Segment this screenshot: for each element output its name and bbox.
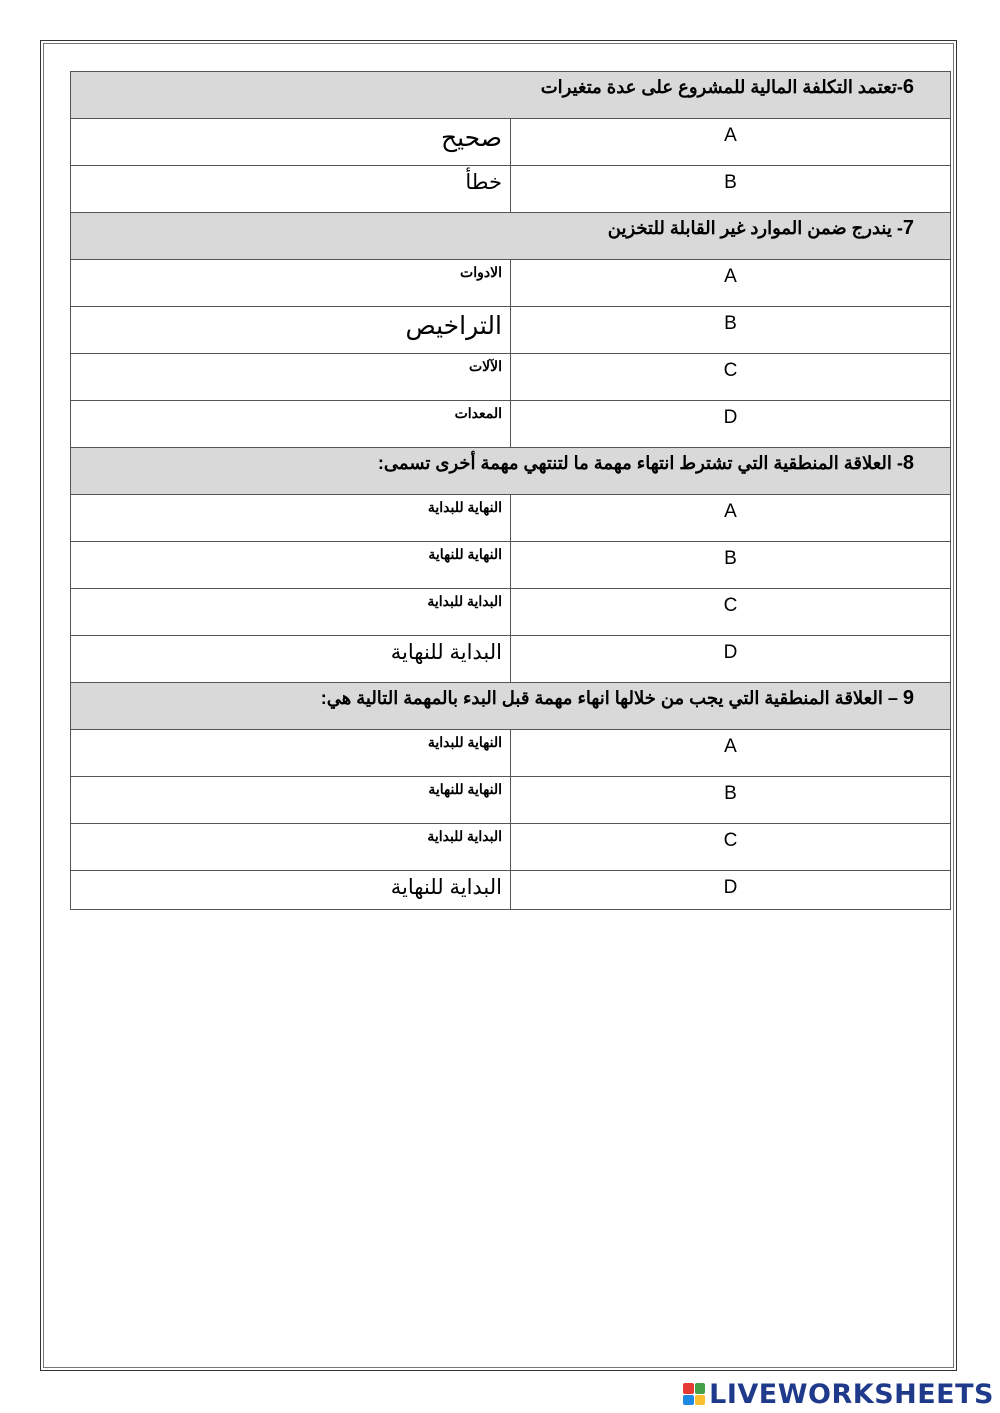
answer-letter[interactable]: D (511, 401, 951, 448)
answer-text: المعدات (454, 405, 502, 421)
question-row (71, 683, 951, 730)
answer-letter[interactable]: C (511, 824, 951, 871)
answer-row[interactable] (71, 589, 951, 636)
question-number: 9 (902, 687, 914, 709)
answer-text: البداية للبداية (427, 593, 502, 609)
answer-row[interactable] (71, 777, 951, 824)
question-text: - يندرج ضمن الموارد غير القابلة للتخزين (607, 218, 903, 238)
answer-letter[interactable]: C (511, 589, 951, 636)
answer-row[interactable] (71, 495, 951, 542)
answer-row[interactable] (71, 354, 951, 401)
answer-text: الآلات (468, 358, 502, 374)
answer-row[interactable] (71, 166, 951, 213)
answer-text-cell[interactable] (71, 119, 511, 166)
answer-row[interactable] (71, 730, 951, 777)
answer-text-cell[interactable] (71, 636, 511, 683)
answer-letter[interactable]: B (511, 542, 951, 589)
answer-letter[interactable]: C (511, 354, 951, 401)
answer-text: البداية للنهاية (390, 641, 502, 664)
question-text: - العلاقة المنطقية التي تشترط انتهاء مهمة ما لتنتهي مهمة أخرى تسمى: (377, 453, 903, 473)
answer-text-cell[interactable] (71, 542, 511, 589)
answer-letter[interactable]: D (511, 871, 951, 910)
quiz-table (70, 71, 951, 910)
logo-text: LIVEWORKSHEETS (709, 1378, 994, 1410)
answer-letter[interactable]: B (511, 307, 951, 354)
answer-letter[interactable]: A (511, 730, 951, 777)
answer-text-cell[interactable] (71, 824, 511, 871)
question-8-header (71, 448, 951, 495)
logo-tile (695, 1383, 706, 1394)
answer-letter[interactable]: A (511, 495, 951, 542)
question-7-header (71, 213, 951, 260)
answer-letter[interactable]: A (511, 119, 951, 166)
answer-text-cell[interactable] (71, 166, 511, 213)
answer-text-cell[interactable] (71, 401, 511, 448)
answer-row[interactable] (71, 871, 951, 910)
question-6-header (71, 72, 951, 119)
question-number: 6 (902, 76, 914, 98)
logo-tile (683, 1383, 694, 1394)
answer-text-cell[interactable] (71, 354, 511, 401)
answer-text: البداية للبداية (427, 828, 502, 844)
question-row (71, 213, 951, 260)
answer-text-cell[interactable] (71, 871, 511, 910)
liveworksheets-logo[interactable] (683, 1377, 994, 1411)
answer-text: النهاية للنهاية (428, 546, 502, 562)
logo-mark-icon (683, 1383, 705, 1405)
answer-row[interactable] (71, 636, 951, 683)
answer-text-cell[interactable] (71, 307, 511, 354)
answer-text: النهاية للبداية (427, 734, 502, 750)
answer-row[interactable] (71, 542, 951, 589)
answer-text: صحيح (440, 124, 502, 152)
answer-row[interactable] (71, 401, 951, 448)
answer-row[interactable] (71, 260, 951, 307)
answer-row[interactable] (71, 824, 951, 871)
answer-text-cell[interactable] (71, 730, 511, 777)
logo-tile (695, 1395, 706, 1406)
question-row (71, 72, 951, 119)
question-text: -تعتمد التكلفة المالية للمشروع على عدة متغيرات (540, 77, 903, 97)
answer-text: البداية للنهاية (390, 876, 502, 899)
question-row (71, 448, 951, 495)
answer-row[interactable] (71, 307, 951, 354)
answer-letter[interactable]: B (511, 166, 951, 213)
answer-text: النهاية للبداية (427, 499, 502, 515)
answer-text: خطأ (465, 171, 502, 194)
answer-letter[interactable]: A (511, 260, 951, 307)
question-number: 7 (902, 217, 914, 239)
question-text: – العلاقة المنطقية التي يجب من خلالها انهاء مهمة قبل البدء بالمهمة التالية هي: (320, 688, 898, 708)
answer-text: الادوات (460, 264, 502, 280)
answer-letter[interactable]: B (511, 777, 951, 824)
answer-text-cell[interactable] (71, 777, 511, 824)
answer-text-cell[interactable] (71, 495, 511, 542)
answer-text: النهاية للنهاية (428, 781, 502, 797)
answer-letter[interactable]: D (511, 636, 951, 683)
question-number: 8 (902, 452, 914, 474)
question-9-header (71, 683, 951, 730)
answer-text-cell[interactable] (71, 589, 511, 636)
answer-text: التراخيص (405, 312, 502, 340)
logo-tile (683, 1395, 694, 1406)
answer-row[interactable] (71, 119, 951, 166)
answer-text-cell[interactable] (71, 260, 511, 307)
